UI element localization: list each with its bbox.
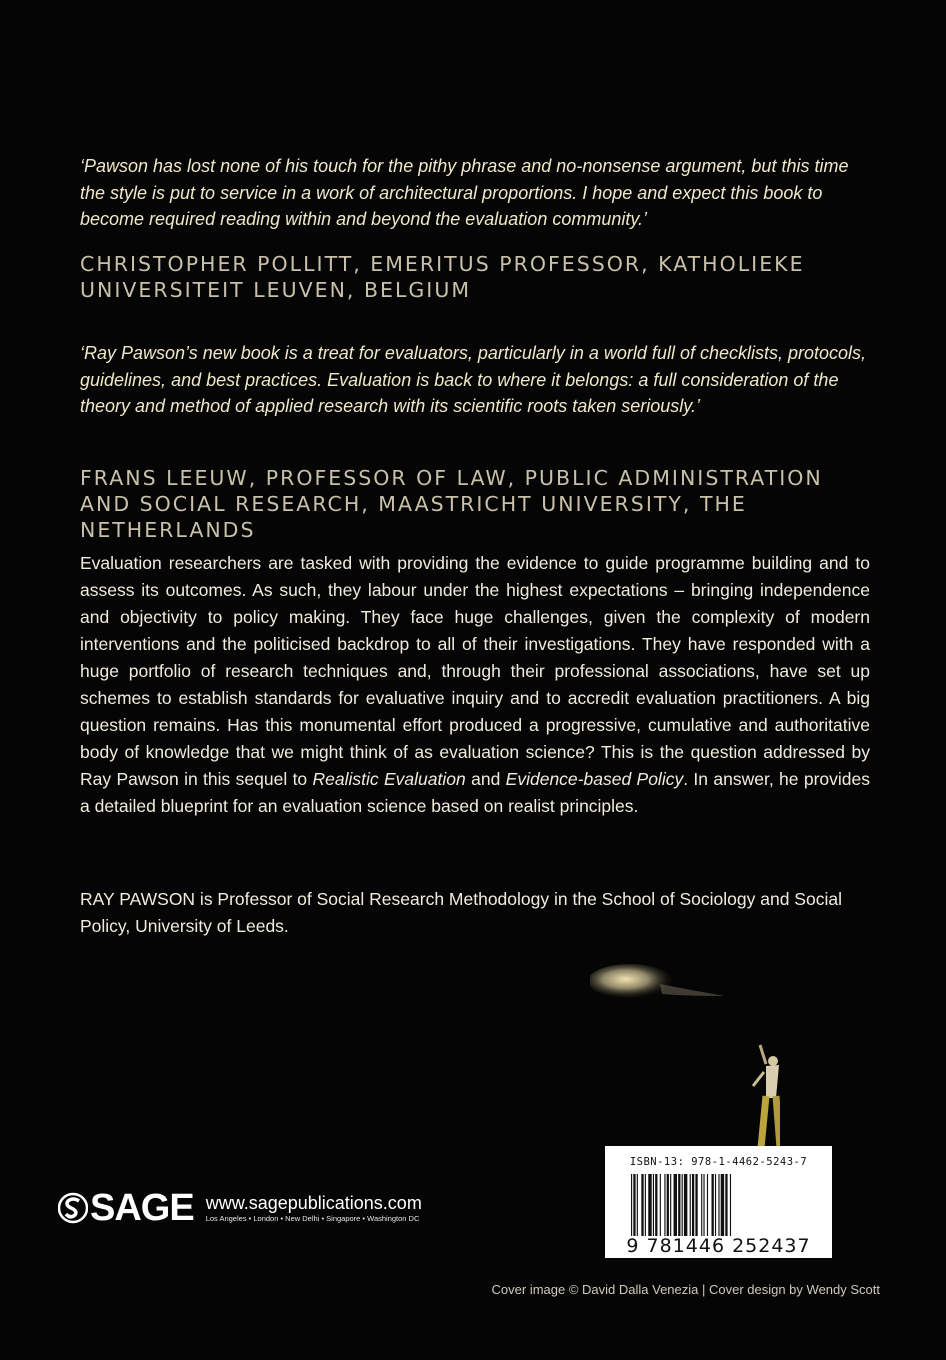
barcode-bar — [641, 1174, 643, 1236]
barcode-bar — [715, 1174, 716, 1236]
barcode-bar — [682, 1174, 683, 1236]
barcode-number: 9 781446 252437 — [626, 1235, 811, 1257]
review-quote-1: ‘Pawson has lost none of his touch for the pithy phrase and no-nonsense argument, but this time the style is put to service in a work of architectural proportions. I hope and expect this book to become required reading within and beyond the evaluation community.’ — [80, 156, 849, 229]
publisher-details — [206, 1193, 422, 1224]
barcode-bar — [692, 1174, 694, 1236]
barcode-bar — [684, 1174, 687, 1236]
barcode-bar — [633, 1174, 635, 1236]
review-attribution-1: CHRISTOPHER POLLITT, EMERITUS PROFESSOR, KATHOLIEKE UNIVERSITEIT LEUVEN, BELGIUM — [80, 252, 805, 302]
barcode-bar — [660, 1174, 661, 1236]
sage-s-emblem-icon — [58, 1189, 88, 1227]
barcode-bar — [664, 1174, 665, 1236]
figure-shape — [753, 1045, 780, 1148]
cover-credits: Cover image © David Dalla Venezia | Cover design by Wendy Scott — [491, 1282, 880, 1297]
publisher-cities: Los Angeles • London • New Delhi • Singapore • Washington DC — [205, 1213, 420, 1223]
barcode-bar — [645, 1174, 646, 1236]
description-text-1: Evaluation researchers are tasked with providing the evidence to guide programme building and to assess its outcomes. As such, they labour under the highest expectations – bringing independence and objectivity to policy making. They face huge challenges, given the complexity of modern interventions and the politicised backdrop to all of their investigations. They have responded with a huge portfolio of research techniques and, through their professional associations, have set up schemes to establish standards for evaluative inquiry and to accredit evaluation practitioners. A big question remains. Has this monumental effort produced a progressive, cumulative and authoritative body of knowledge that we might think of as evaluation science? This is the question addressed by Ray Pawson in this sequel to — [80, 553, 870, 789]
barcode-bar — [707, 1174, 708, 1236]
barcode-bar — [631, 1174, 632, 1236]
barcode-bar — [653, 1174, 654, 1236]
cited-title-realistic-evaluation: Realistic Evaluation — [312, 769, 466, 789]
description-text-2: and — [465, 769, 506, 789]
barcode-bar — [667, 1174, 669, 1236]
publisher-logo — [58, 1186, 422, 1230]
barcode-bar — [718, 1174, 719, 1236]
barcode-bar — [712, 1174, 714, 1236]
barcode-bar — [725, 1174, 727, 1236]
isbn-barcode — [605, 1146, 832, 1258]
barcode-bar — [695, 1174, 697, 1236]
barcode-bar — [674, 1174, 677, 1236]
barcode-bar — [670, 1174, 671, 1236]
barcode-bar — [648, 1174, 651, 1236]
barcode-bar — [678, 1174, 680, 1236]
barcode-bar — [637, 1174, 638, 1236]
barcode-bar — [701, 1174, 702, 1236]
barcode-bar — [721, 1174, 724, 1236]
publisher-wordmark: SAGE — [90, 1186, 194, 1229]
barcode-bar — [690, 1174, 691, 1236]
publisher-url: www.sagepublications.com — [205, 1192, 422, 1213]
description-text-3: . In answer, he provides a detailed blueprint for an evaluation science based on realist principles. — [80, 769, 871, 816]
isbn-label: ISBN-13: 978-1-4462-5243-7 — [629, 1156, 808, 1168]
cover-illustration — [590, 960, 780, 1160]
barcode-bars — [631, 1174, 811, 1236]
barcode-bar — [655, 1174, 657, 1236]
review-quote-2: ‘Ray Pawson’s new book is a treat for evaluators, particularly in a world full of checklists, protocols, guidelines, and best practices. Evaluation is back to where it belongs: a full consideration of the theory and method of applied research with its scientific roots taken seriously.’ — [80, 343, 867, 416]
barcode-bar — [703, 1174, 704, 1236]
review-attribution-2: FRANS LEEUW, PROFESSOR OF LAW, PUBLIC ADMINISTRATION AND SOCIAL RESEARCH, MAASTRICHT UNIVERSITY, THE NETHERLANDS — [80, 466, 823, 542]
cloud-shape — [590, 964, 725, 998]
barcode-bar — [730, 1174, 731, 1236]
author-bio: RAY PAWSON is Professor of Social Research Methodology in the School of Sociology and Social Policy, University of Leeds. — [80, 889, 842, 936]
cited-title-evidence-based-policy: Evidence-based Policy — [505, 769, 684, 789]
book-description — [80, 550, 870, 820]
